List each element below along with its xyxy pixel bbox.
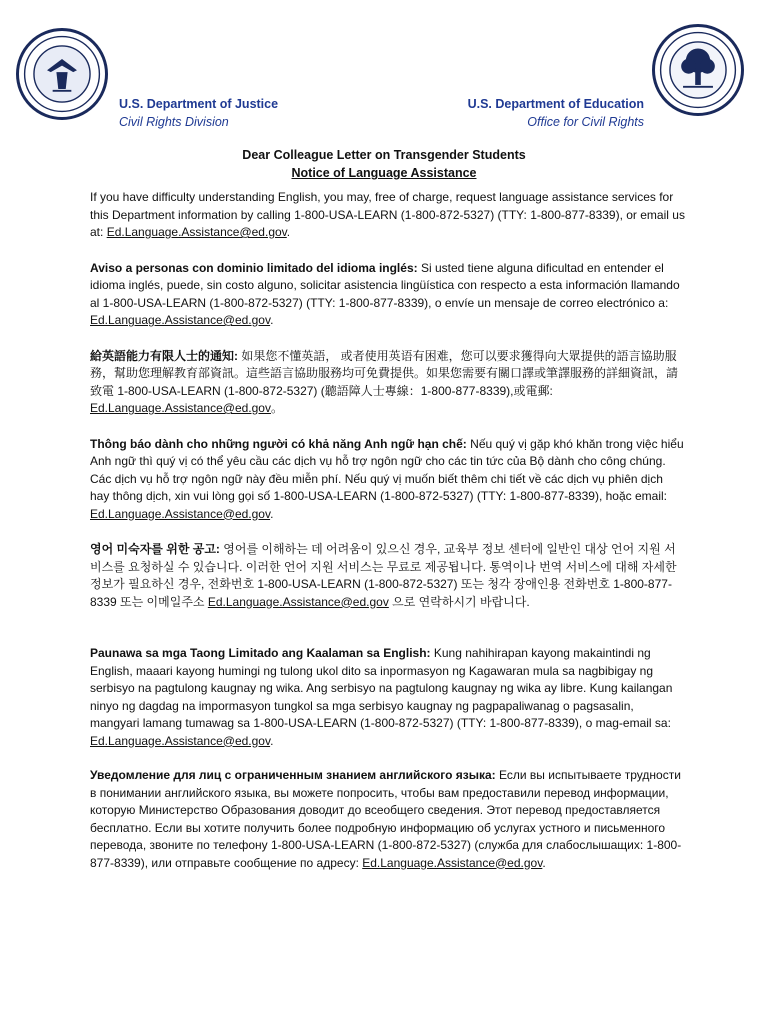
paragraph-text: If you have difficulty understanding English, you may, free of charge, request language assistance services for this Department information by calling 1-800-USA-LEARN (1-800-872-5327) (TTY: 1-800-877-8339), or email us at:	[90, 190, 685, 239]
paragraph-spanish	[90, 260, 685, 330]
ed-name: U.S. Department of Education	[467, 97, 644, 111]
ed-seal-icon	[652, 24, 744, 116]
document-titles	[0, 146, 768, 182]
paragraph-text: 如果您不懂英語， 或者使用英语有困难，您可以要求獲得向大眾提供的語言協助服務，幫助您理解教育部資訊。這些語言協助服務均可免費提供。如果您需要有關口譯或筆譯服務的詳細資訊，請致電 1-800-USA-LEARN (1-800-872-5327) (聽語障人士專線：1-800-877-8339),或電郵:	[90, 348, 679, 398]
doj-header	[119, 95, 278, 131]
letter-title: Dear Colleague Letter on Transgender Students	[242, 148, 526, 162]
paragraph-text: Nếu quý vị gặp khó khăn trong việc hiểu Anh ngữ thì quý vị có thể yêu cầu các dịch vụ hỗ trợ ngôn ngữ cho các tin tức của Bộ dành cho công chúng. Các dịch vụ hỗ trợ ngôn ngữ này đều miễn phí. Nếu quý vị muốn biết thêm chi tiết về các dịch vụ phiên dịch hay thông dịch, xin vui lòng gọi số 1-800-USA-LEARN (1-800-872-5327) (TTY: 1-800-877-8339), hoặc email:	[90, 436, 684, 503]
paragraph-vietnamese	[90, 436, 685, 524]
paragraph-lead: Thông báo dành cho những người có khả năng Anh ngữ hạn chế:	[90, 436, 467, 451]
paragraph-end: 으로 연락하시기 바랍니다.	[388, 594, 530, 609]
paragraph-text: Si usted tiene alguna dificultad en entender el idioma inglés, puede, sin costo alguno, solicitar asistencia lingüística con respecto a esta información llamando al 1-800-USA-LEARN (1-800-872-5327) (TTY: 1-800-877-8339), o envíe un mensaje de correo electrónico a:	[90, 260, 680, 310]
paragraph-end: .	[286, 225, 291, 239]
paragraph-tagalog	[90, 645, 685, 750]
paragraph-end: .	[270, 733, 274, 748]
ed-division: Office for Civil Rights	[527, 115, 644, 129]
paragraph-lead: 영어 미숙자를 위한 공고:	[90, 542, 220, 556]
notice-body	[90, 189, 685, 872]
email-link[interactable]: Ed.Language.Assistance@ed.gov	[90, 401, 271, 415]
paragraph-end: .	[542, 855, 546, 870]
email-link[interactable]: Ed.Language.Assistance@ed.gov	[90, 313, 271, 327]
paragraph-end: .	[270, 313, 274, 327]
email-link[interactable]: Ed.Language.Assistance@ed.gov	[90, 733, 271, 748]
ed-header	[468, 95, 644, 131]
email-link[interactable]: Ed.Language.Assistance@ed.gov	[90, 506, 271, 521]
paragraph-chinese	[90, 348, 685, 418]
email-link[interactable]: Ed.Language.Assistance@ed.gov	[362, 855, 543, 870]
doj-seal-icon	[16, 28, 108, 120]
paragraph-end: .	[270, 506, 274, 521]
paragraph-text: Kung nahihirapan kayong makaintindi ng English, maaari kayong humingi ng tulong ukol dito sa inpormasyon ng Kagawaran mula sa nagbibigay ng serbisyo na pagtulong kaugnay ng wika. Ang serbisyo na pagtulong kaugnay ng wika ay libre. Kung kailangan ninyo ng dagdag na impormasyon tungkol sa mga serbisyo kaugnay ng pagpapaliwanag o pagsasalin, mangyari lamang tumawag sa 1-800-USA-LEARN (1-800-872-5327) (TTY: 1-800-877-8339), o mag-email sa:	[90, 646, 673, 730]
paragraph-russian	[90, 767, 685, 872]
paragraph-lead: Paunawa sa mga Taong Limitado ang Kaalaman sa English:	[90, 646, 431, 660]
paragraph-korean	[90, 541, 685, 611]
notice-subtitle: Notice of Language Assistance	[291, 166, 477, 180]
paragraph-lead: Уведомление для лиц с ограниченным знанием английского языка:	[90, 768, 496, 782]
paragraph-end: 。	[270, 401, 283, 415]
email-link[interactable]: Ed.Language.Assistance@ed.gov	[207, 594, 389, 609]
paragraph-english	[90, 189, 685, 242]
email-link[interactable]: Ed.Language.Assistance@ed.gov	[106, 225, 287, 239]
paragraph-text: 영어를 이해하는 데 어려움이 있으신 경우, 교육부 정보 센터에 일반인 대상 언어 지원 서비스를 요청하실 수 있습니다. 이러한 언어 지원 서비스는 무료로 제공됩니다. 통역이나 번역 서비스에 대해 자세한 정보가 필요하신 경우, 전화번호 1-800-USA-LEARN (1-800-872-5327) 또는 청각 장애인용 전화번호 1-800-877-8339 또는 이메일주소	[90, 542, 677, 609]
paragraph-lead: 給英語能力有限人士的通知:	[90, 348, 238, 363]
paragraph-lead: Aviso a personas con dominio limitado del idioma inglés:	[90, 260, 418, 275]
doj-name: U.S. Department of Justice	[119, 97, 279, 111]
paragraph-text: Если вы испытываете трудности в понимании английского языка, вы можете попросить, чтобы вам предоставили перевод информации, которую Министерство Образования доводит до всеобщего сведения. Этот перевод предоставляется бесплатно. Если вы хотите получить более подробную информацию об услугах устного и письменного перевода, звоните по телефону 1-800-USA-LEARN (1-800-872-5327) (служба для слабослышащих: 1-800-877-8339), или отправьте сообщение по адресу:	[90, 768, 682, 870]
doj-division: Civil Rights Division	[119, 115, 229, 129]
